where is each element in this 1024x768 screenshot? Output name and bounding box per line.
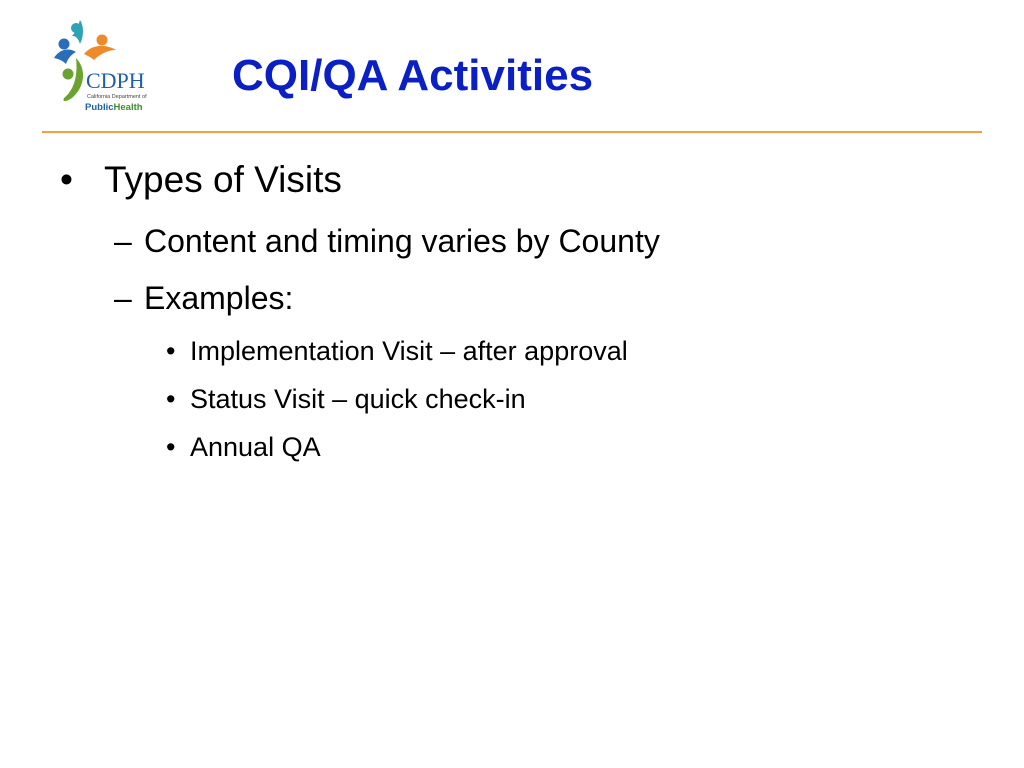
nested-bullet-marker: • xyxy=(166,336,176,366)
logo-public-health xyxy=(85,102,143,113)
nested-bullet-marker: • xyxy=(166,432,176,462)
cdph-logo xyxy=(50,14,168,112)
sub-bullet-text: Content and timing varies by County xyxy=(144,223,660,259)
title-divider xyxy=(42,131,982,133)
logo-public: Public xyxy=(85,102,114,113)
nested-bullet-text: Status Visit – quick check-in xyxy=(190,384,526,414)
logo-department: California Department of xyxy=(87,94,147,100)
nested-bullet-text: Implementation Visit – after approval xyxy=(190,336,628,366)
bullet-text: Types of Visits xyxy=(104,159,342,200)
sub-bullet-marker: – xyxy=(114,280,132,316)
logo-letters: CDPH xyxy=(86,68,145,93)
sub-bullet-text: Examples: xyxy=(144,280,294,316)
nested-bullet-text: Annual QA xyxy=(190,432,321,462)
nested-bullet-marker: • xyxy=(166,384,176,414)
bullet-marker: • xyxy=(60,159,73,200)
sub-bullet-marker: – xyxy=(114,223,132,259)
slide-title: CQI/QA Activities xyxy=(232,51,594,100)
logo-health: Health xyxy=(113,102,143,113)
